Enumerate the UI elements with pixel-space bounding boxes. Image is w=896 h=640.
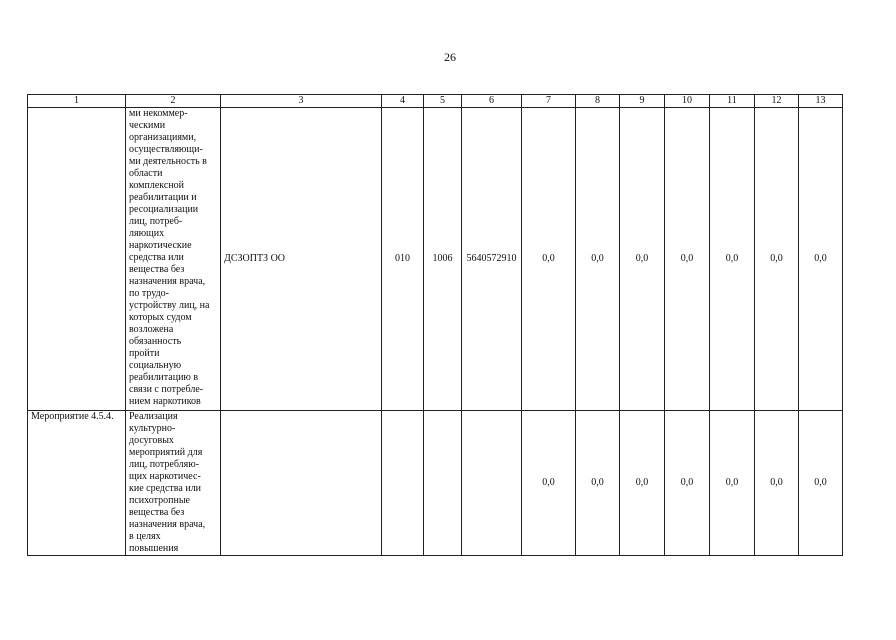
row1-value-7: 0,0	[522, 108, 576, 411]
description-line: психотропные	[129, 495, 190, 506]
header-row	[28, 95, 843, 108]
row1-col6: 5640572910	[462, 108, 522, 411]
description-line: осуществляющи-	[129, 144, 203, 155]
description-line: Реализация	[129, 411, 178, 422]
row1-value-11: 0,0	[710, 108, 755, 411]
description-line: кие средства или	[129, 483, 202, 494]
header-cell-12: 12	[755, 95, 799, 108]
description-line: ми некоммер-	[129, 108, 188, 119]
description-line: средства или	[129, 252, 184, 263]
description-line: по трудо-	[129, 288, 169, 299]
header-cell-1: 1	[28, 95, 126, 108]
description-line: в целях	[129, 531, 161, 542]
header-cell-13: 13	[799, 95, 843, 108]
row1-col1	[28, 108, 126, 411]
description-line: ресоциализации	[129, 204, 199, 215]
row1-description	[126, 108, 221, 411]
header-cell-8: 8	[576, 95, 620, 108]
description-line: ми деятельность в	[129, 156, 207, 167]
row2-value-11: 0,0	[710, 411, 755, 556]
table-row	[28, 108, 843, 411]
description-line: реабилитации и	[129, 192, 197, 203]
description-line: культурно-	[129, 423, 176, 434]
description-line: назначения врача,	[129, 276, 206, 287]
description-line: устройству лиц, на	[129, 300, 210, 311]
row2-value-12: 0,0	[755, 411, 799, 556]
page-number: 26	[444, 50, 456, 64]
description-line: пройти	[129, 348, 160, 359]
description-line: щих наркотичес-	[129, 471, 201, 482]
header-cell-11: 11	[710, 95, 755, 108]
description-line: реабилитацию в	[129, 372, 199, 383]
header-cell-10: 10	[665, 95, 710, 108]
row2-value-9: 0,0	[620, 411, 665, 556]
header-cell-6: 6	[462, 95, 522, 108]
row1-value-12: 0,0	[755, 108, 799, 411]
header-cell-2: 2	[126, 95, 221, 108]
description-line: ляющих	[129, 228, 165, 239]
header-cell-3: 3	[221, 95, 382, 108]
row2-value-10: 0,0	[665, 411, 710, 556]
description-line: возложена	[129, 324, 174, 335]
row2-value-7: 0,0	[522, 411, 576, 556]
description-line: которых судом	[129, 312, 192, 323]
header-cell-9: 9	[620, 95, 665, 108]
row2-value-8: 0,0	[576, 411, 620, 556]
description-line: комплексной	[129, 180, 185, 191]
description-line: лиц, потреб-	[129, 216, 183, 227]
description-line: назначения врача,	[129, 519, 206, 530]
description-line: социальную	[129, 360, 182, 371]
budget-table	[27, 94, 843, 556]
description-line: области	[129, 168, 163, 179]
row2-col6	[462, 411, 522, 556]
row1-col4: 010	[382, 108, 424, 411]
description-line: лиц, потребляю-	[129, 459, 200, 470]
description-line: вещества без	[129, 264, 185, 275]
description-line: повышения	[129, 543, 179, 554]
description-line: организациями,	[129, 132, 197, 143]
row1-value-10: 0,0	[665, 108, 710, 411]
description-line: досуговых	[129, 435, 174, 446]
row2-measure-label: Мероприятие 4.5.4.	[28, 411, 126, 556]
row2-description	[126, 411, 221, 556]
description-line: мероприятий для	[129, 447, 203, 458]
description-line: ческими	[129, 120, 166, 131]
description-line: связи с потребле-	[129, 384, 204, 395]
row1-value-8: 0,0	[576, 108, 620, 411]
header-cell-5: 5	[424, 95, 462, 108]
row1-col5: 1006	[424, 108, 462, 411]
description-line: вещества без	[129, 507, 185, 518]
header-cell-7: 7	[522, 95, 576, 108]
row2-executor	[221, 411, 382, 556]
row1-value-9: 0,0	[620, 108, 665, 411]
description-line: обязанность	[129, 336, 182, 347]
row2-col4	[382, 411, 424, 556]
row2-col5	[424, 411, 462, 556]
row1-executor: ДСЗОПТЗ ОО	[221, 108, 382, 411]
table-row	[28, 411, 843, 556]
description-line: наркотические	[129, 240, 192, 251]
row1-value-13: 0,0	[799, 108, 843, 411]
description-line: нием наркотиков	[129, 396, 201, 407]
header-cell-4: 4	[382, 95, 424, 108]
row2-value-13: 0,0	[799, 411, 843, 556]
